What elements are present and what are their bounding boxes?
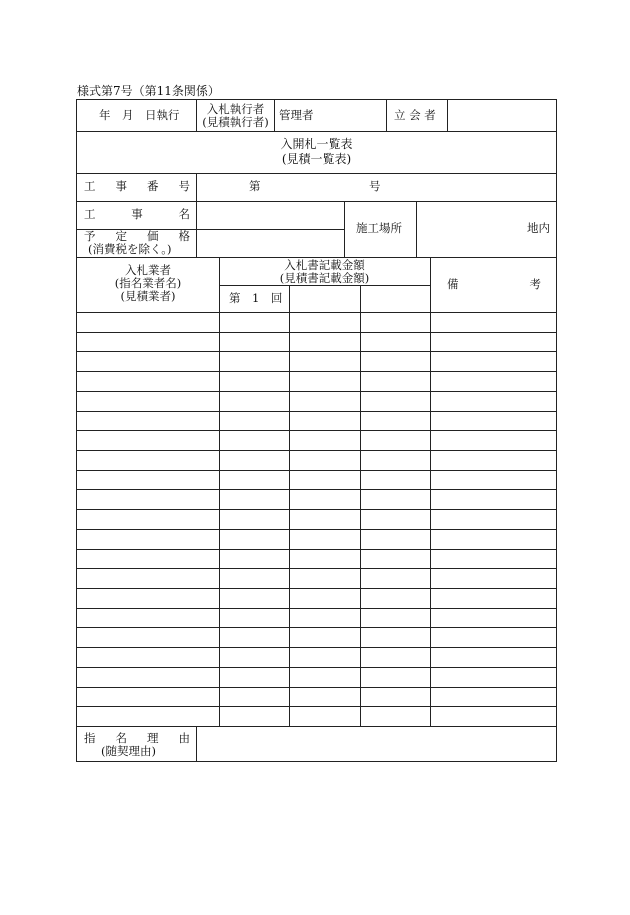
bid-executor-label (197, 103, 274, 129)
amount-header-line2: (見積書記載金額) (279, 271, 370, 285)
table-row-divider (77, 568, 556, 569)
table-row-divider (77, 411, 556, 412)
designation-reason-field[interactable] (197, 727, 556, 761)
bid-executor-main: 入札執行者 (206, 102, 265, 116)
amount-header (219, 259, 430, 285)
table-row-divider (77, 687, 556, 688)
table-row-divider (77, 706, 556, 707)
table-row-divider (77, 529, 556, 530)
table-row-divider (77, 549, 556, 550)
table-row-divider (77, 489, 556, 490)
table-row-divider (77, 391, 556, 392)
table-row-divider (77, 509, 556, 510)
table-row-divider (77, 627, 556, 628)
designation-reason-label: 指 名 理 由 (84, 731, 190, 745)
form-title (77, 137, 556, 167)
manager-label: 管理者 (279, 108, 314, 122)
work-number-dai: 第 (249, 179, 261, 193)
bidder-header-line1: 入札業者 (125, 263, 171, 277)
work-number-go: 号 (369, 179, 381, 193)
amount-header-line1: 入札書記載金額 (284, 258, 365, 272)
work-name-label: 工 事 名 (84, 207, 190, 221)
table-row-divider (77, 450, 556, 451)
bid-executor-sub: (見積執行者) (202, 115, 269, 129)
table-row-divider (77, 647, 556, 648)
work-number-label: 工 事 番 号 (84, 179, 190, 193)
round-first-label: 第 1 回 (229, 291, 283, 305)
date-executor-label: 年 月 日執行 (99, 108, 180, 122)
witness-label: 立 会 者 (394, 108, 436, 122)
work-site-label: 施工場所 (356, 221, 402, 235)
form-table (76, 99, 557, 762)
planned-price-note: (消費税を除く。) (88, 242, 172, 256)
table-row-divider (77, 430, 556, 431)
table-row-divider (77, 667, 556, 668)
form-title-main: 入開札一覧表 (280, 137, 353, 151)
bidder-header-line2: (指名業者名) (114, 276, 182, 290)
table-row-divider (77, 332, 556, 333)
table-row-divider (77, 608, 556, 609)
table-row-divider (77, 371, 556, 372)
form-caption: 様式第7号（第11条関係） (77, 84, 220, 98)
bidder-header-line3: (見積業者) (120, 289, 176, 303)
bidder-header (77, 264, 219, 303)
table-row-divider (77, 588, 556, 589)
remarks-header: 備 考 (447, 277, 541, 291)
table-row-divider (77, 470, 556, 471)
table-row-divider (77, 351, 556, 352)
form-title-sub: (見積一覧表) (281, 152, 352, 166)
work-site-suffix: 地内 (527, 221, 550, 235)
planned-price-label: 予 定 価 格 (84, 229, 190, 243)
designation-reason-sub: (随契理由) (101, 744, 156, 758)
